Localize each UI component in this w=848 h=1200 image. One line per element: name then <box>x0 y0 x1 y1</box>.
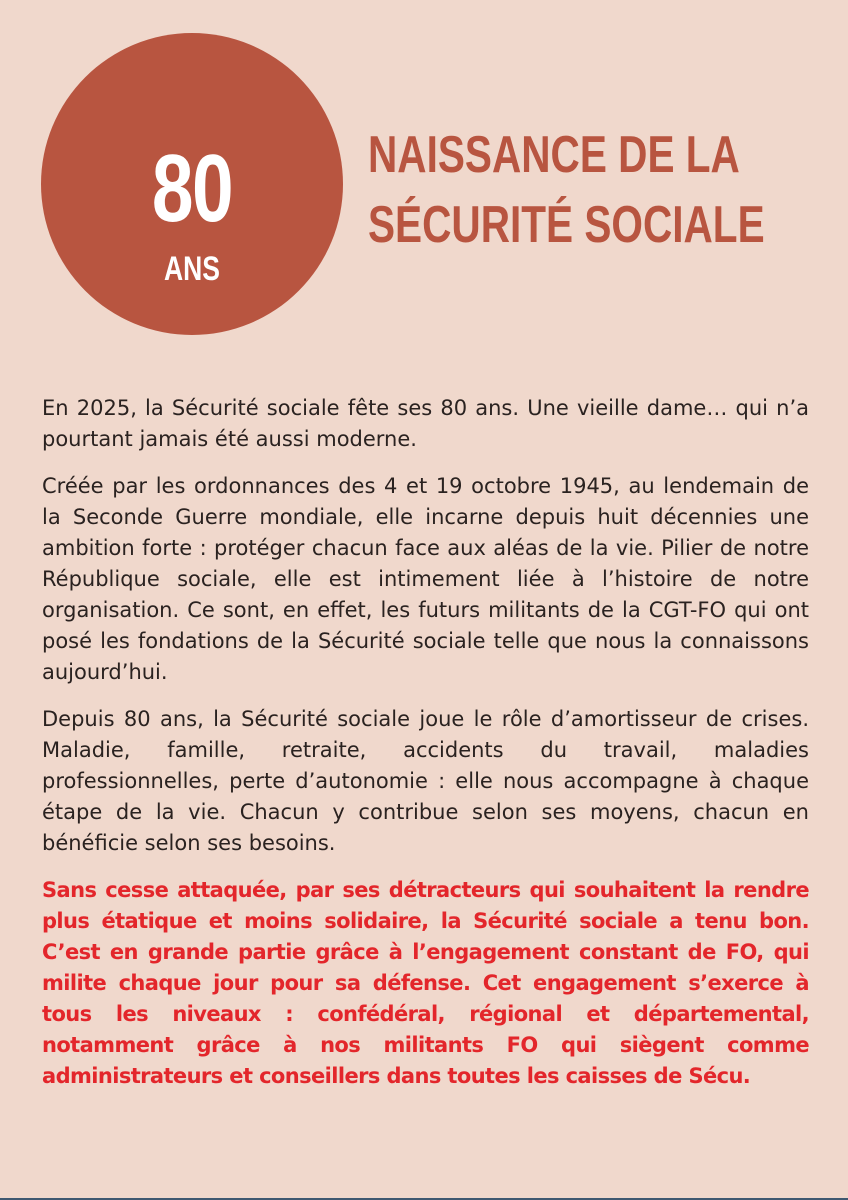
badge-unit: ANS <box>163 250 220 288</box>
title-line-1: NAISSANCE DE LA <box>368 126 740 184</box>
article-body <box>42 393 809 1108</box>
anniversary-badge <box>41 33 343 335</box>
highlight-paragraph: Sans cesse attaquée, par ses détracteurs qui souhaitent la rendre plus étatique et moins solidaire, la Sécurité sociale a tenu bon. C’est en grande partie grâce à l’engagement constant de FO, qui milite chaque jour pour sa défense. Cet engagement s’exerce à tous les niveaux : confédéral, régional et départemental, notamment grâce à nos militants FO qui siègent comme administrateurs et conseillers dans toutes les caisses de Sécu. <box>42 878 809 1088</box>
role-paragraph: Depuis 80 ans, la Sécurité sociale joue le rôle d’amortisseur de crises. Maladie, famille, retraite, accidents du travail, maladies professionnelles, perte d’autonomie : elle nous accompagne à chaque étape de la vie. Chacun y contribue selon ses moyens, chacun en bénéficie selon ses besoins. <box>42 707 809 855</box>
intro-paragraph: En 2025, la Sécurité sociale fête ses 80 ans. Une vieille dame… qui n’a pourtant jamais été aussi moderne. <box>42 396 809 451</box>
badge-number: 80 <box>151 135 233 242</box>
page-title <box>368 120 765 260</box>
title-line-2: SÉCURITÉ SOCIALE <box>368 196 765 254</box>
history-paragraph: Créée par les ordonnances des 4 et 19 octobre 1945, au lendemain de la Seconde Guerre mondiale, elle incarne depuis huit décennies une ambition forte : protéger chacun face aux aléas de la vie. Pilier de notre République sociale, elle est intimement liée à l’histoire de notre organisation. Ce sont, en effet, les futurs militants de la CGT-FO qui ont posé les fondations de la Sécurité sociale telle que nous la connaissons aujourd’hui. <box>42 474 809 684</box>
